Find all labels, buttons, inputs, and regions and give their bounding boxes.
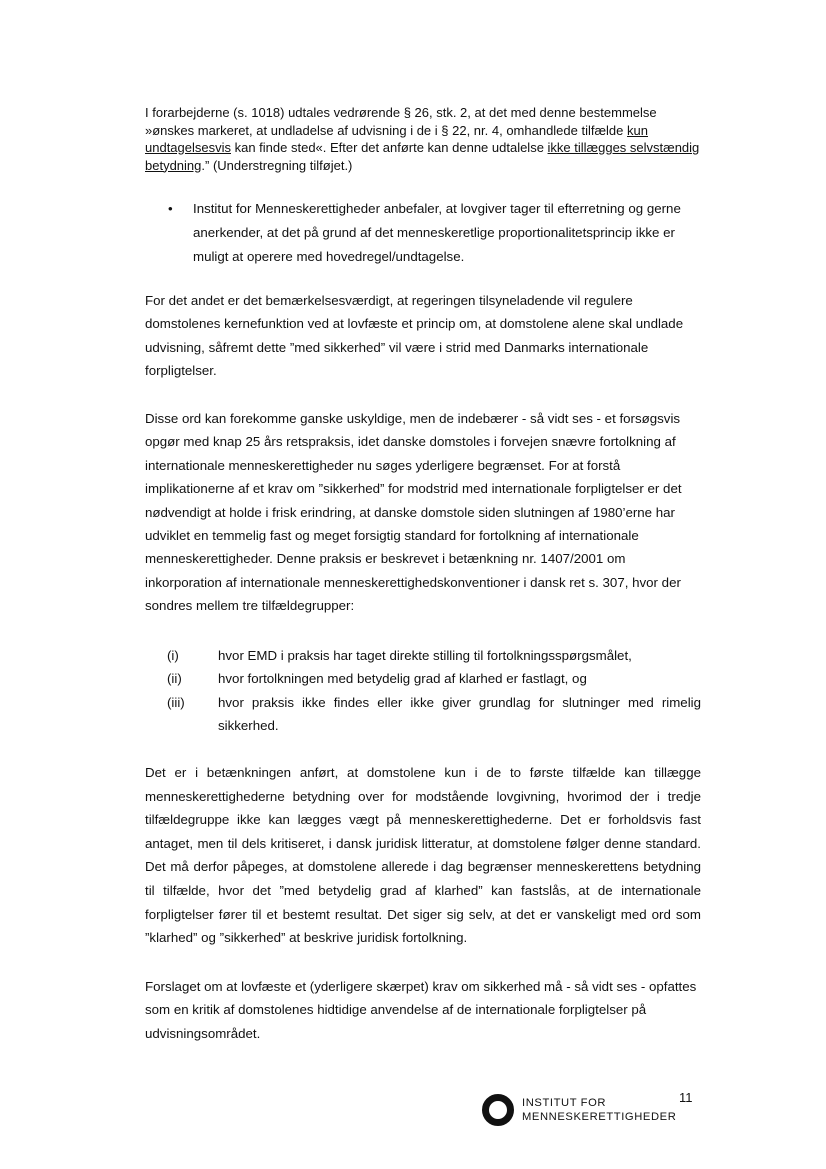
list-item-number: (ii) (167, 671, 182, 687)
list-item-text: hvor praksis ikke findes eller ikke giver grundlag for slutninger med rimelig sikkerhed. (218, 694, 701, 734)
quote-paragraph (145, 104, 705, 174)
list-item-text: hvor EMD i praksis har taget direkte stilling til fortolkningsspørgsmålet, (218, 648, 632, 663)
case-group-list (145, 644, 701, 738)
quote-underline-1: kun undtagelsesvis (145, 122, 648, 155)
recommendation-bullet (168, 197, 708, 269)
list-item-text: hvor fortolkningen med betydelig grad af klarhed er fastlagt, og (218, 671, 587, 687)
list-item-number: (i) (167, 648, 179, 663)
paragraph-1: For det andet er det bemærkelsesværdigt, at regeringen tilsyneladende vil regulere domstolenes kernefunktion ved at lovfæste et princip om, at domstolene alene skal undlade udvisning, såfremt dette ”med sikkerhed” vil være i strid med Danmarks internationale forpligtelser. (145, 293, 684, 379)
page-number: 11 (679, 1090, 693, 1105)
list-item (145, 691, 701, 738)
paragraph-2: Disse ord kan forekomme ganske uskyldige, men de indebærer - så vidt ses - et forsøgsvis opgør med knap 25 års retspraksis, idet danske domstoles i forvejen snævre fortolkning af internationale menneskerettigheder nu søges yderligere begrænset. For at forstå implikationerne af et krav om ”sikkerhed” for modstrid med internationale forpligtelser er det nødvendigt at holde i frisk erindring, at danske domstole siden slutningen af 1980’erne har udviklet en temmelig fast og meget forsigtig standard for fortolkning af internationale menneskerettigheder. Denne praksis er beskrevet i betænkning nr. 1407/2001 om inkorporation af internationale menneskerettighedskonventioner i dansk ret s. 307, hvor der sondres mellem tre tilfældegrupper: (145, 411, 682, 614)
list-item-number: (iii) (167, 694, 185, 710)
quote-text-2: kan finde sted«. Efter det anførte kan denne udtalelse (231, 140, 548, 155)
quote-text-3: .” (Understregning tilføjet.) (201, 157, 353, 173)
quote-text-1: I forarbejderne (s. 1018) udtales vedrørende § 26, stk. 2, at det med denne bestemmelse »ønskes markeret, at undladelse af udvisning i de i § 22, nr. 4, omhandlede tilfælde (145, 105, 657, 138)
bullet-dot: • (168, 201, 173, 216)
list-item (145, 667, 701, 690)
organization-name-line-1: INSTITUT FOR (522, 1097, 607, 1109)
paragraph-3: Det er i betænkningen anført, at domstolene kun i de to første tilfælde kan tillægge menneskerettighederne betydning over for modstående lovgivning, hvorimod der i tredje tilfældegruppe ikke kan lægges vægt på menneskerettighederne. Det er forholdsvis fast antaget, men til dels kritiseret, i dansk juridisk litteratur, at domstolene følger denne standard. Det må derfor påpeges, at domstolene allerede i dag begrænser menneskerettens betydning til tilfælde, hvor det ”med betydelig grad af klarhed” kan fastslås, at de internationale forpligtelser fører til et bestemt resultat. Det siger sig selv, at det er vanskeligt med ord som ”klarhed” og ”sikkerhed” at beskrive juridisk fortolkning. (145, 765, 701, 946)
organization-name-line-2: MENNESKERETTIGHEDER (522, 1111, 677, 1123)
recommendation-text: Institut for Menneskerettigheder anbefaler, at lovgiver tager til efterretning og gerne anerkender, at det på grund af det menneskeretlige proportionalitetsprincip ikke er muligt at operere med hovedregel/undtagelse. (193, 201, 681, 264)
ring-logo-icon (481, 1093, 515, 1127)
quote-underline-2: ikke tillægges selvstændig betydning (145, 140, 700, 173)
paragraph-4: Forslaget om at lovfæste et (yderligere skærpet) krav om sikkerhed må - så vidt ses - opfattes som en kritik af domstolenes hidtidige anvendelse af de internationale forpligtelser på udvisningsområdet. (145, 979, 697, 1041)
list-item (145, 644, 701, 667)
organization-name (522, 1096, 676, 1124)
page-footer (481, 1089, 711, 1129)
